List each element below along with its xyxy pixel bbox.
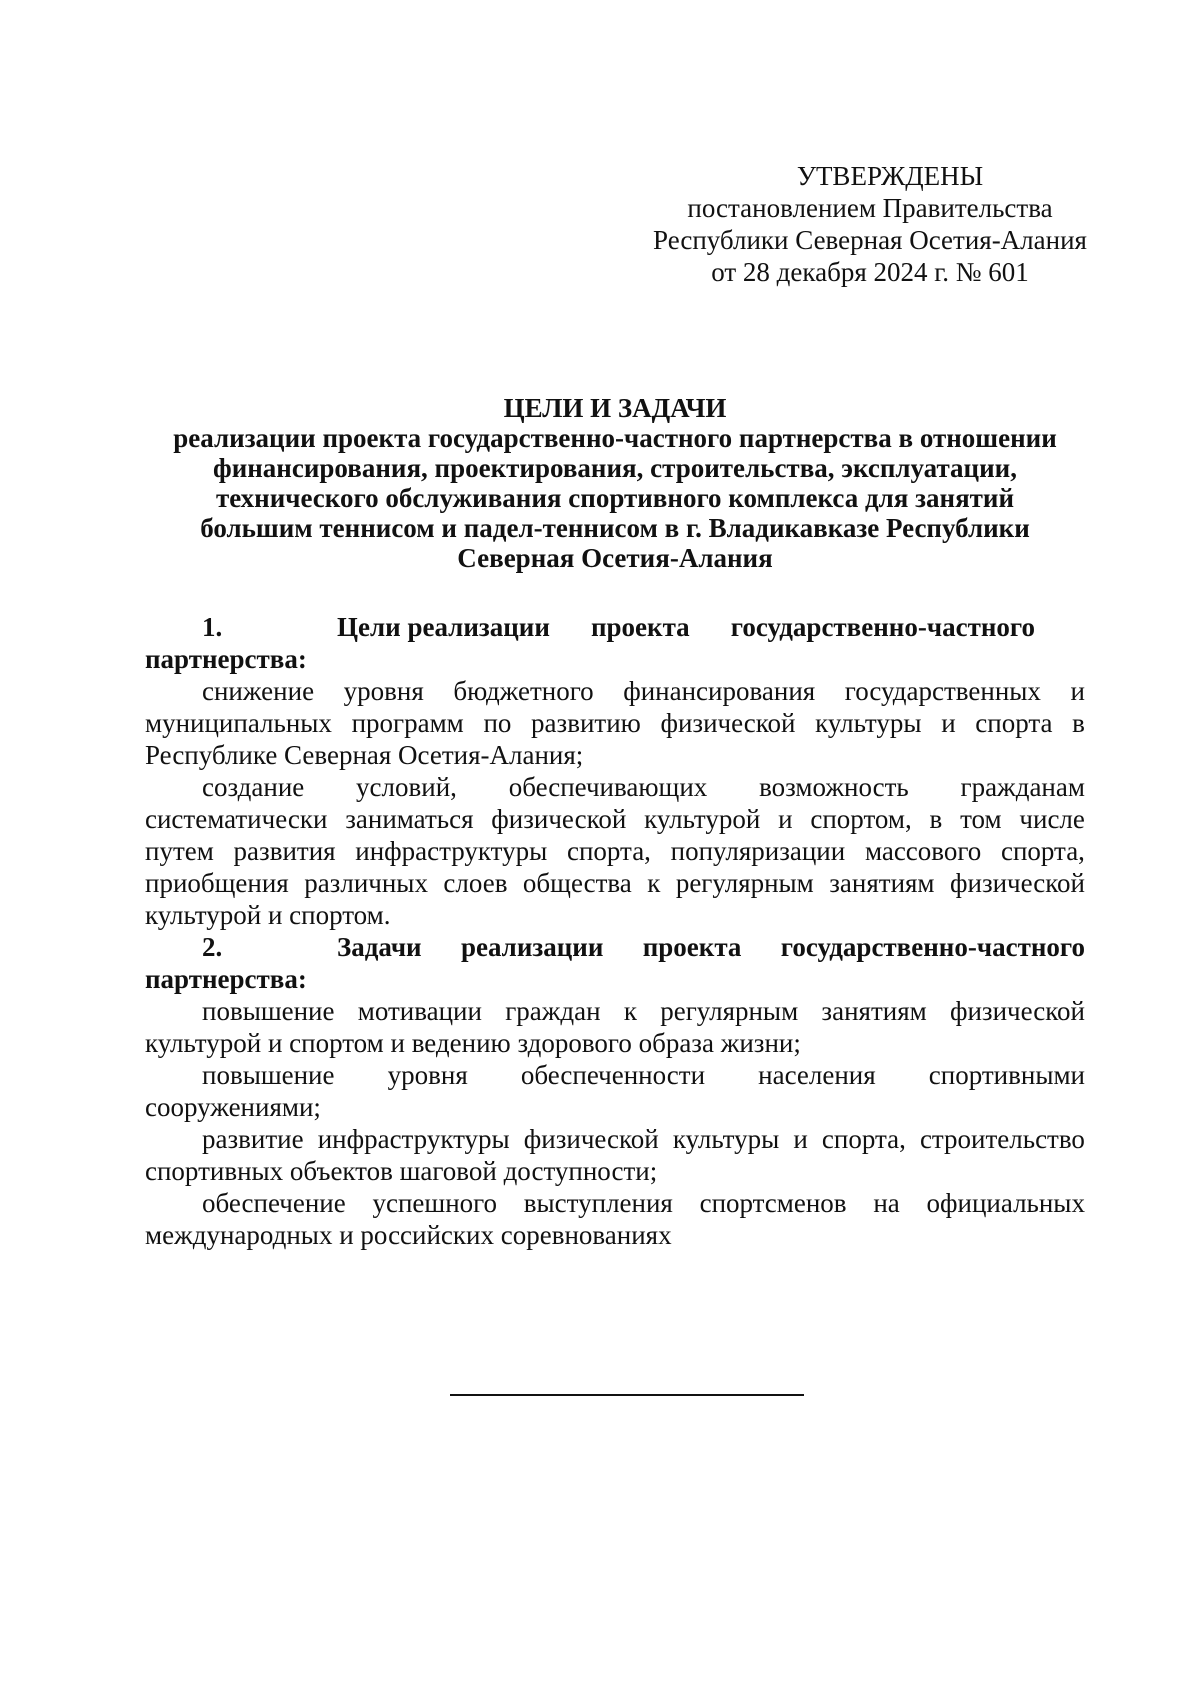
word: том	[960, 804, 1002, 834]
word: культурой	[644, 804, 761, 834]
word: регулярным	[660, 996, 799, 1026]
section-2-para-2-line-2	[145, 1091, 1085, 1123]
section-2-para-1-line-1	[145, 995, 1085, 1027]
section-1-para-2-line-5	[145, 899, 1085, 931]
word: на	[873, 1188, 900, 1218]
word: партнерства:	[145, 964, 307, 994]
section-number: 1.	[202, 612, 223, 642]
word: гражданам	[960, 772, 1085, 802]
word: строительство	[919, 1124, 1085, 1154]
word: физической	[950, 868, 1085, 898]
title-line-5: Северная Осетия-Алания	[457, 543, 773, 573]
word: инфраструктуры	[355, 836, 548, 866]
word: приобщения	[145, 868, 289, 898]
word: развития	[233, 836, 336, 866]
word: обеспечивающих	[508, 772, 708, 802]
word: и	[941, 708, 956, 738]
word: систематически	[145, 804, 328, 834]
word: и	[1070, 676, 1085, 706]
word: Республике Северная Осетия-Алания;	[145, 740, 584, 770]
word: заниматься	[345, 804, 474, 834]
word: занятиям	[821, 996, 927, 1026]
section-1-para-2-line-1	[145, 771, 1085, 803]
section-2-heading	[145, 931, 1085, 963]
word: уровня	[387, 1060, 468, 1090]
section-heading-text	[337, 611, 1085, 643]
word: проекта	[642, 932, 742, 962]
word: различных	[304, 868, 428, 898]
title-heading: ЦЕЛИ И ЗАДАЧИ	[503, 393, 727, 423]
approval-line-4: от 28 декабря 2024 г. № 601	[711, 257, 1029, 287]
word: физической	[949, 996, 1085, 1026]
word: финансирования	[623, 676, 816, 706]
word: сооружениями;	[145, 1092, 321, 1122]
word: спортсменов	[699, 1188, 847, 1218]
word: реализации	[460, 932, 604, 962]
word: в	[929, 804, 943, 834]
section-1-para-2-line-4	[145, 867, 1085, 899]
word: занятиям	[829, 868, 935, 898]
word: слоев	[443, 868, 508, 898]
word: культуры	[672, 1124, 780, 1154]
word: в	[1072, 708, 1085, 738]
word: обеспеченности	[520, 1060, 706, 1090]
word: регулярным	[675, 868, 814, 898]
word: государственных	[844, 676, 1041, 706]
section-1-para-2-line-3	[145, 835, 1085, 867]
section-1-para-1-line-3	[145, 739, 1085, 771]
document-title	[145, 393, 1085, 573]
word: международных и российских соревнованиях	[145, 1220, 672, 1250]
title-line-1: реализации проекта государственно-частного партнерства в отношении	[173, 423, 1057, 453]
section-2-para-4-line-1	[145, 1187, 1085, 1219]
word: физической	[523, 1124, 659, 1154]
word: программ	[351, 708, 464, 738]
word: создание	[202, 772, 305, 802]
word: бюджетного	[453, 676, 594, 706]
section-heading-text	[337, 931, 1085, 963]
word: мотивации	[357, 996, 482, 1026]
section-1-para-2-line-2	[145, 803, 1085, 835]
word: культуры	[815, 708, 922, 738]
section-1-heading-cont	[145, 643, 1085, 675]
section-2-para-2-line-1	[145, 1059, 1085, 1091]
word: условий,	[356, 772, 457, 802]
section-1-para-1-line-2	[145, 707, 1085, 739]
word: инфраструктуры	[317, 1124, 510, 1154]
word: населения	[758, 1060, 876, 1090]
approval-line-3: Республики Северная Осетия-Алания	[653, 225, 1087, 255]
word: и	[793, 1124, 808, 1154]
word: по	[483, 708, 512, 738]
word: к	[647, 868, 661, 898]
word: развитию	[531, 708, 641, 738]
word: государственно-частного	[780, 932, 1085, 962]
word: спорта	[975, 708, 1053, 738]
word: популяризации	[670, 836, 846, 866]
word: массового	[864, 836, 982, 866]
word: культурой и спортом и ведению здорового образа жизни;	[145, 1028, 801, 1058]
end-rule	[450, 1394, 804, 1396]
section-2-para-3-line-2	[145, 1155, 1085, 1187]
section-2-para-4-line-2	[145, 1219, 1085, 1251]
title-line-3: технического обслуживания спортивного комплекса для занятий	[215, 483, 1015, 513]
word: граждан	[505, 996, 601, 1026]
word: официальных	[926, 1188, 1085, 1218]
word: культурой и спортом.	[145, 900, 391, 930]
word: снижение	[202, 676, 315, 706]
word: числе	[1019, 804, 1085, 834]
word: повышение	[202, 1060, 335, 1090]
word: уровня	[343, 676, 424, 706]
section-2-heading-cont	[145, 963, 1085, 995]
section-2-para-3-line-1	[145, 1123, 1085, 1155]
word: физической	[660, 708, 796, 738]
word: физической	[491, 804, 627, 834]
word: спортивными	[928, 1060, 1085, 1090]
approval-line-2: постановлением Правительства	[687, 193, 1053, 223]
approval-line-1: УТВЕРЖДЕНЫ	[796, 161, 984, 191]
word: спортом,	[810, 804, 912, 834]
word: развитие	[202, 1124, 304, 1154]
section-2-para-1-line-2	[145, 1027, 1085, 1059]
word: государственно-частного	[730, 612, 1035, 642]
word: Задачи	[337, 932, 422, 962]
title-line-4: большим теннисом и падел-теннисом в г. Владикавказе Республики	[200, 513, 1030, 543]
word: и	[778, 804, 793, 834]
word: Цели реализации	[337, 612, 550, 642]
section-1-para-1-line-1	[145, 675, 1085, 707]
word: общества	[522, 868, 632, 898]
word: возможность	[759, 772, 909, 802]
word: выступления	[523, 1188, 673, 1218]
document-body	[145, 611, 1085, 1251]
word: путем	[145, 836, 214, 866]
title-line-2: финансирования, проектирования, строительства, эксплуатации,	[213, 453, 1017, 483]
word: спортивных объектов шаговой доступности;	[145, 1156, 658, 1186]
word: муниципальных	[145, 708, 332, 738]
word: повышение	[202, 996, 335, 1026]
word: проекта	[590, 612, 690, 642]
approval-stamp	[620, 160, 1120, 288]
word: успешного	[372, 1188, 498, 1218]
word: спорта,	[1000, 836, 1085, 866]
word: спорта,	[821, 1124, 906, 1154]
section-1-heading	[145, 611, 1085, 643]
word: обеспечение	[202, 1188, 346, 1218]
word: партнерства:	[145, 644, 307, 674]
section-number: 2.	[202, 932, 223, 962]
word: к	[623, 996, 637, 1026]
word: спорта,	[566, 836, 651, 866]
